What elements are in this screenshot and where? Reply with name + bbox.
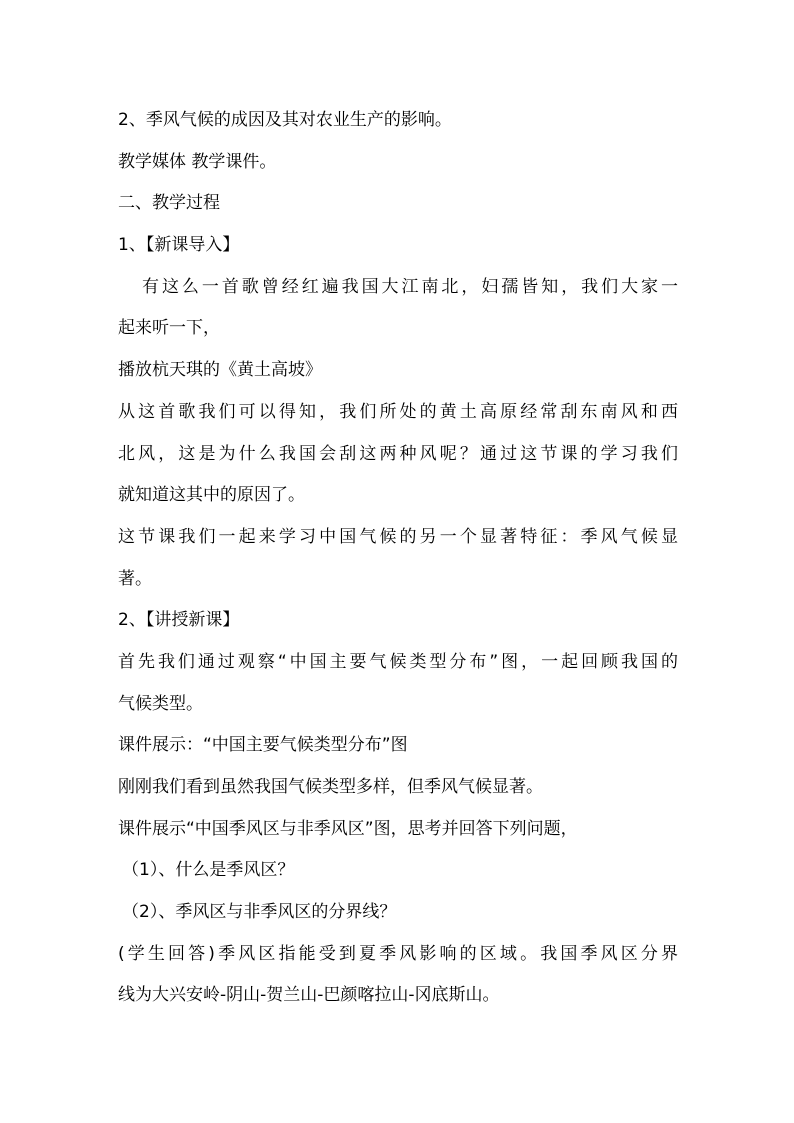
paragraph-line: 课件展示“中国季风区与非季风区”图，思考并回答下列问题， bbox=[118, 818, 578, 839]
question-item: （2）、季风区与非季风区的分界线？ bbox=[122, 902, 397, 923]
teaching-media-line: 教学媒体 教学课件。 bbox=[118, 151, 277, 172]
section-heading-process: 二、教学过程 bbox=[118, 193, 220, 214]
paragraph-line: (学生回答)季风区指能受到夏季风影响的区域。我国季风区分界 bbox=[118, 943, 678, 964]
paragraph-line: 就知道这其中的原因了。 bbox=[118, 485, 305, 506]
paragraph-line: 课件展示：“中国主要气候类型分布”图 bbox=[118, 735, 408, 756]
subheading-new-lesson: 2、【讲授新课】 bbox=[118, 610, 240, 631]
paragraph-line: 线为大兴安岭-阴山-贺兰山-巴颜喀拉山-冈底斯山。 bbox=[118, 985, 500, 1006]
paragraph-line: 从这首歌我们可以得知，我们所处的黄土高原经常刮东南风和西 bbox=[118, 401, 678, 422]
objective-line: 2、季风气候的成因及其对农业生产的影响。 bbox=[118, 110, 452, 130]
paragraph-line: 北风，这是为什么我国会刮这两种风呢？通过这节课的学习我们 bbox=[118, 443, 678, 464]
paragraph-line: 首先我们通过观察“中国主要气候类型分布”图，一起回顾我国的 bbox=[118, 651, 678, 672]
question-item: （1）、什么是季风区？ bbox=[122, 860, 295, 881]
paragraph-line: 播放杭天琪的《黄土高坡》 bbox=[118, 360, 322, 381]
paragraph-line: 起来听一下， bbox=[118, 318, 220, 339]
paragraph-line: 有这么一首歌曾经红遍我国大江南北，妇孺皆知，我们大家一 bbox=[142, 276, 678, 297]
paragraph-line: 著。 bbox=[118, 568, 152, 589]
paragraph-line: 刚刚我们看到虽然我国气候类型多样，但季风气候显著。 bbox=[118, 777, 543, 797]
paragraph-line: 这节课我们一起来学习中国气候的另一个显著特征：季风气候显 bbox=[118, 526, 678, 547]
document-body bbox=[118, 100, 678, 1017]
paragraph-line: 气候类型。 bbox=[118, 693, 203, 714]
subheading-intro: 1、【新课导入】 bbox=[118, 235, 240, 256]
